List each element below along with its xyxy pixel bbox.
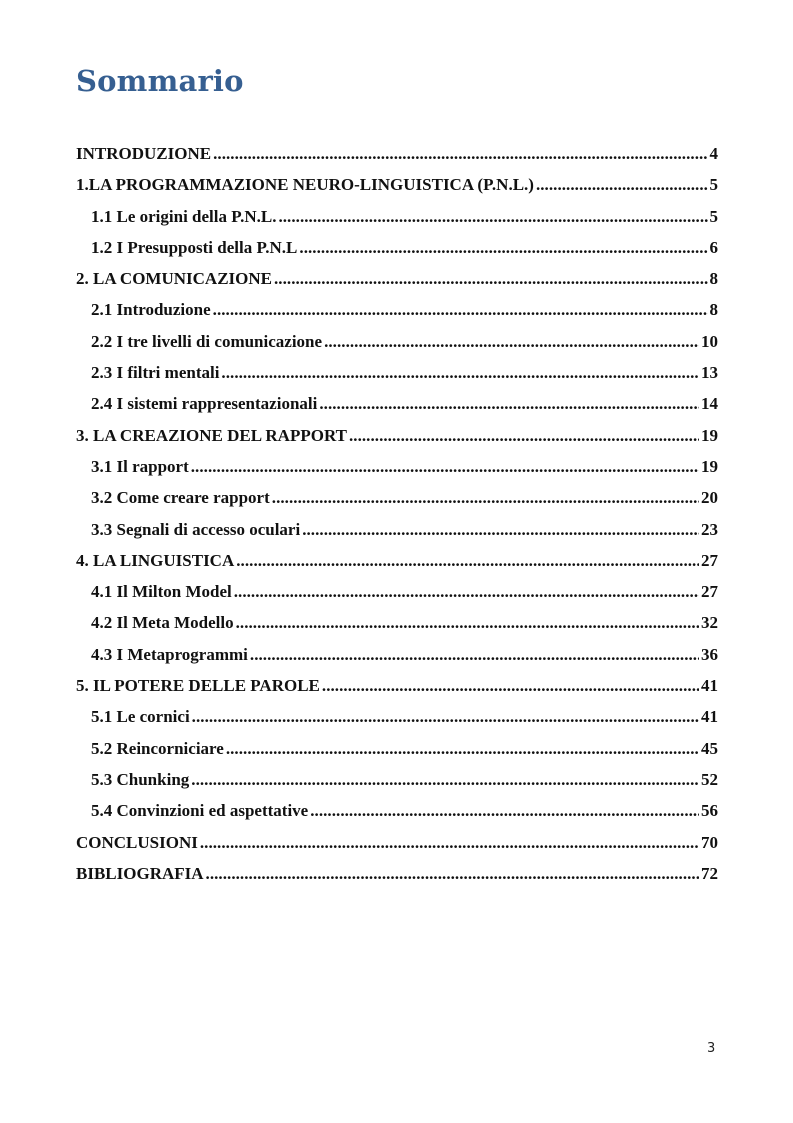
toc-entry-page: 8 bbox=[709, 269, 718, 289]
toc-entry-label: 3.1 Il rapport bbox=[91, 456, 189, 476]
toc-entry-label: 3.2 Come creare rapport bbox=[91, 488, 270, 508]
toc-entry-section-5-4[interactable] bbox=[76, 801, 718, 832]
toc-entry-label: 3.3 Segnali di accesso oculari bbox=[91, 519, 301, 539]
toc-entry-page: 5 bbox=[709, 175, 718, 195]
toc-entry-section-4-3[interactable] bbox=[76, 645, 718, 676]
dot-leader bbox=[200, 833, 699, 853]
toc-entry-label: 5. IL POTERE DELLE PAROLE bbox=[76, 676, 320, 696]
toc-entry-page: 5 bbox=[709, 206, 718, 226]
dot-leader bbox=[319, 394, 699, 414]
dot-leader bbox=[206, 864, 699, 884]
toc-entry-label: BIBLIOGRAFIA bbox=[76, 863, 204, 883]
toc-entry-label: INTRODUZIONE bbox=[76, 144, 212, 163]
toc-entry-section-5-2[interactable] bbox=[76, 739, 718, 770]
toc-entry-bibliografia[interactable] bbox=[76, 864, 718, 895]
toc-entry-section-2-4[interactable] bbox=[76, 394, 718, 425]
dot-leader bbox=[236, 551, 699, 571]
toc-entry-page: 19 bbox=[701, 425, 718, 445]
dot-leader bbox=[192, 707, 699, 727]
dot-leader bbox=[302, 520, 699, 540]
toc-entry-introduzione[interactable] bbox=[76, 144, 718, 175]
toc-entry-label: CONCLUSIONI bbox=[76, 832, 198, 852]
toc-entry-section-4-2[interactable] bbox=[76, 613, 718, 644]
dot-leader bbox=[349, 426, 699, 446]
dot-leader bbox=[221, 363, 699, 383]
toc-entry-page: 52 bbox=[701, 769, 718, 789]
page-number: 3 bbox=[707, 1041, 716, 1056]
toc-entry-chapter-1[interactable] bbox=[76, 175, 718, 206]
toc-entry-label: 1.2 I Presupposti della P.N.L bbox=[91, 237, 298, 257]
toc-entry-section-2-2[interactable] bbox=[76, 332, 718, 363]
toc-entry-label: 4.2 Il Meta Modello bbox=[91, 613, 234, 633]
toc-entry-label: 4.3 I Metaprogrammi bbox=[91, 644, 248, 664]
toc-entry-page: 20 bbox=[701, 488, 718, 508]
toc-entry-label: LA PROGRAMMAZIONE NEURO-LINGUISTICA (P.N.L.) bbox=[88, 175, 534, 195]
toc-entry-page: 23 bbox=[701, 519, 718, 539]
dot-leader bbox=[272, 488, 699, 508]
toc-entry-page: 13 bbox=[701, 363, 718, 383]
toc-entry-page: 32 bbox=[701, 613, 718, 633]
toc-entry-page: 70 bbox=[701, 832, 718, 852]
dot-leader bbox=[191, 457, 699, 477]
dot-leader bbox=[236, 613, 699, 633]
toc-entry-page: 4 bbox=[709, 144, 718, 163]
toc-entry-page: 41 bbox=[701, 707, 718, 727]
dot-leader bbox=[234, 582, 699, 602]
toc-entry-chapter-4[interactable] bbox=[76, 551, 718, 582]
toc-entry-page: 36 bbox=[701, 644, 718, 664]
toc-entry-page: 41 bbox=[701, 676, 718, 696]
toc-entry-page: 27 bbox=[701, 550, 718, 570]
toc-entry-label: 2.1 Introduzione bbox=[91, 300, 211, 320]
dot-leader bbox=[213, 144, 707, 164]
dot-leader bbox=[278, 207, 707, 227]
toc-entry-label: 5.4 Convinzioni ed aspettative bbox=[91, 801, 309, 821]
toc-entry-number: 1. bbox=[76, 175, 89, 195]
toc-entry-label: 5.1 Le cornici bbox=[91, 707, 190, 727]
page-title: Sommario bbox=[76, 64, 244, 98]
toc-entry-label: 1.1 Le origini della P.N.L. bbox=[91, 206, 277, 226]
toc-entry-section-3-1[interactable] bbox=[76, 457, 718, 488]
toc-entry-label: 3. LA CREAZIONE DEL RAPPORT bbox=[76, 425, 347, 445]
dot-leader bbox=[536, 175, 708, 195]
toc-entry-label: 2.2 I tre livelli di comunicazione bbox=[91, 331, 323, 351]
toc-entry-page: 72 bbox=[701, 863, 718, 883]
toc-entry-section-5-3[interactable] bbox=[76, 770, 718, 801]
toc-entry-label: 5.3 Chunking bbox=[91, 769, 190, 789]
dot-leader bbox=[213, 300, 708, 320]
toc-entry-section-4-1[interactable] bbox=[76, 582, 718, 613]
toc-entry-page: 27 bbox=[701, 582, 718, 602]
toc-entry-label: 2.4 I sistemi rappresentazionali bbox=[91, 394, 318, 414]
toc-entry-chapter-3[interactable] bbox=[76, 426, 718, 457]
toc-entry-label: 5.2 Reincorniciare bbox=[91, 738, 224, 758]
dot-leader bbox=[274, 269, 708, 289]
toc-entry-section-1-2[interactable] bbox=[76, 238, 718, 269]
toc-entry-page: 10 bbox=[701, 331, 718, 351]
table-of-contents bbox=[76, 144, 718, 895]
dot-leader bbox=[310, 801, 699, 821]
toc-entry-chapter-2[interactable] bbox=[76, 269, 718, 300]
toc-entry-page: 14 bbox=[701, 394, 718, 414]
toc-entry-label: 2. LA COMUNICAZIONE bbox=[76, 269, 272, 289]
toc-entry-page: 19 bbox=[701, 456, 718, 476]
dot-leader bbox=[322, 676, 699, 696]
toc-entry-conclusioni[interactable] bbox=[76, 833, 718, 864]
toc-entry-section-2-3[interactable] bbox=[76, 363, 718, 394]
dot-leader bbox=[299, 238, 707, 258]
toc-entry-section-3-3[interactable] bbox=[76, 520, 718, 551]
dot-leader bbox=[226, 739, 699, 759]
toc-entry-section-3-2[interactable] bbox=[76, 488, 718, 519]
dot-leader bbox=[191, 770, 699, 790]
toc-entry-page: 56 bbox=[701, 801, 718, 821]
dot-leader bbox=[250, 645, 699, 665]
toc-entry-label: 4. LA LINGUISTICA bbox=[76, 550, 235, 570]
toc-entry-page: 6 bbox=[709, 237, 718, 257]
toc-entry-label: 2.3 I filtri mentali bbox=[91, 363, 220, 383]
toc-entry-chapter-5[interactable] bbox=[76, 676, 718, 707]
toc-entry-section-5-1[interactable] bbox=[76, 707, 718, 738]
toc-entry-page: 8 bbox=[709, 300, 718, 320]
toc-entry-label: 4.1 Il Milton Model bbox=[91, 582, 232, 602]
dot-leader bbox=[324, 332, 699, 352]
toc-entry-page: 45 bbox=[701, 738, 718, 758]
toc-entry-section-2-1[interactable] bbox=[76, 300, 718, 331]
toc-entry-section-1-1[interactable] bbox=[76, 207, 718, 238]
